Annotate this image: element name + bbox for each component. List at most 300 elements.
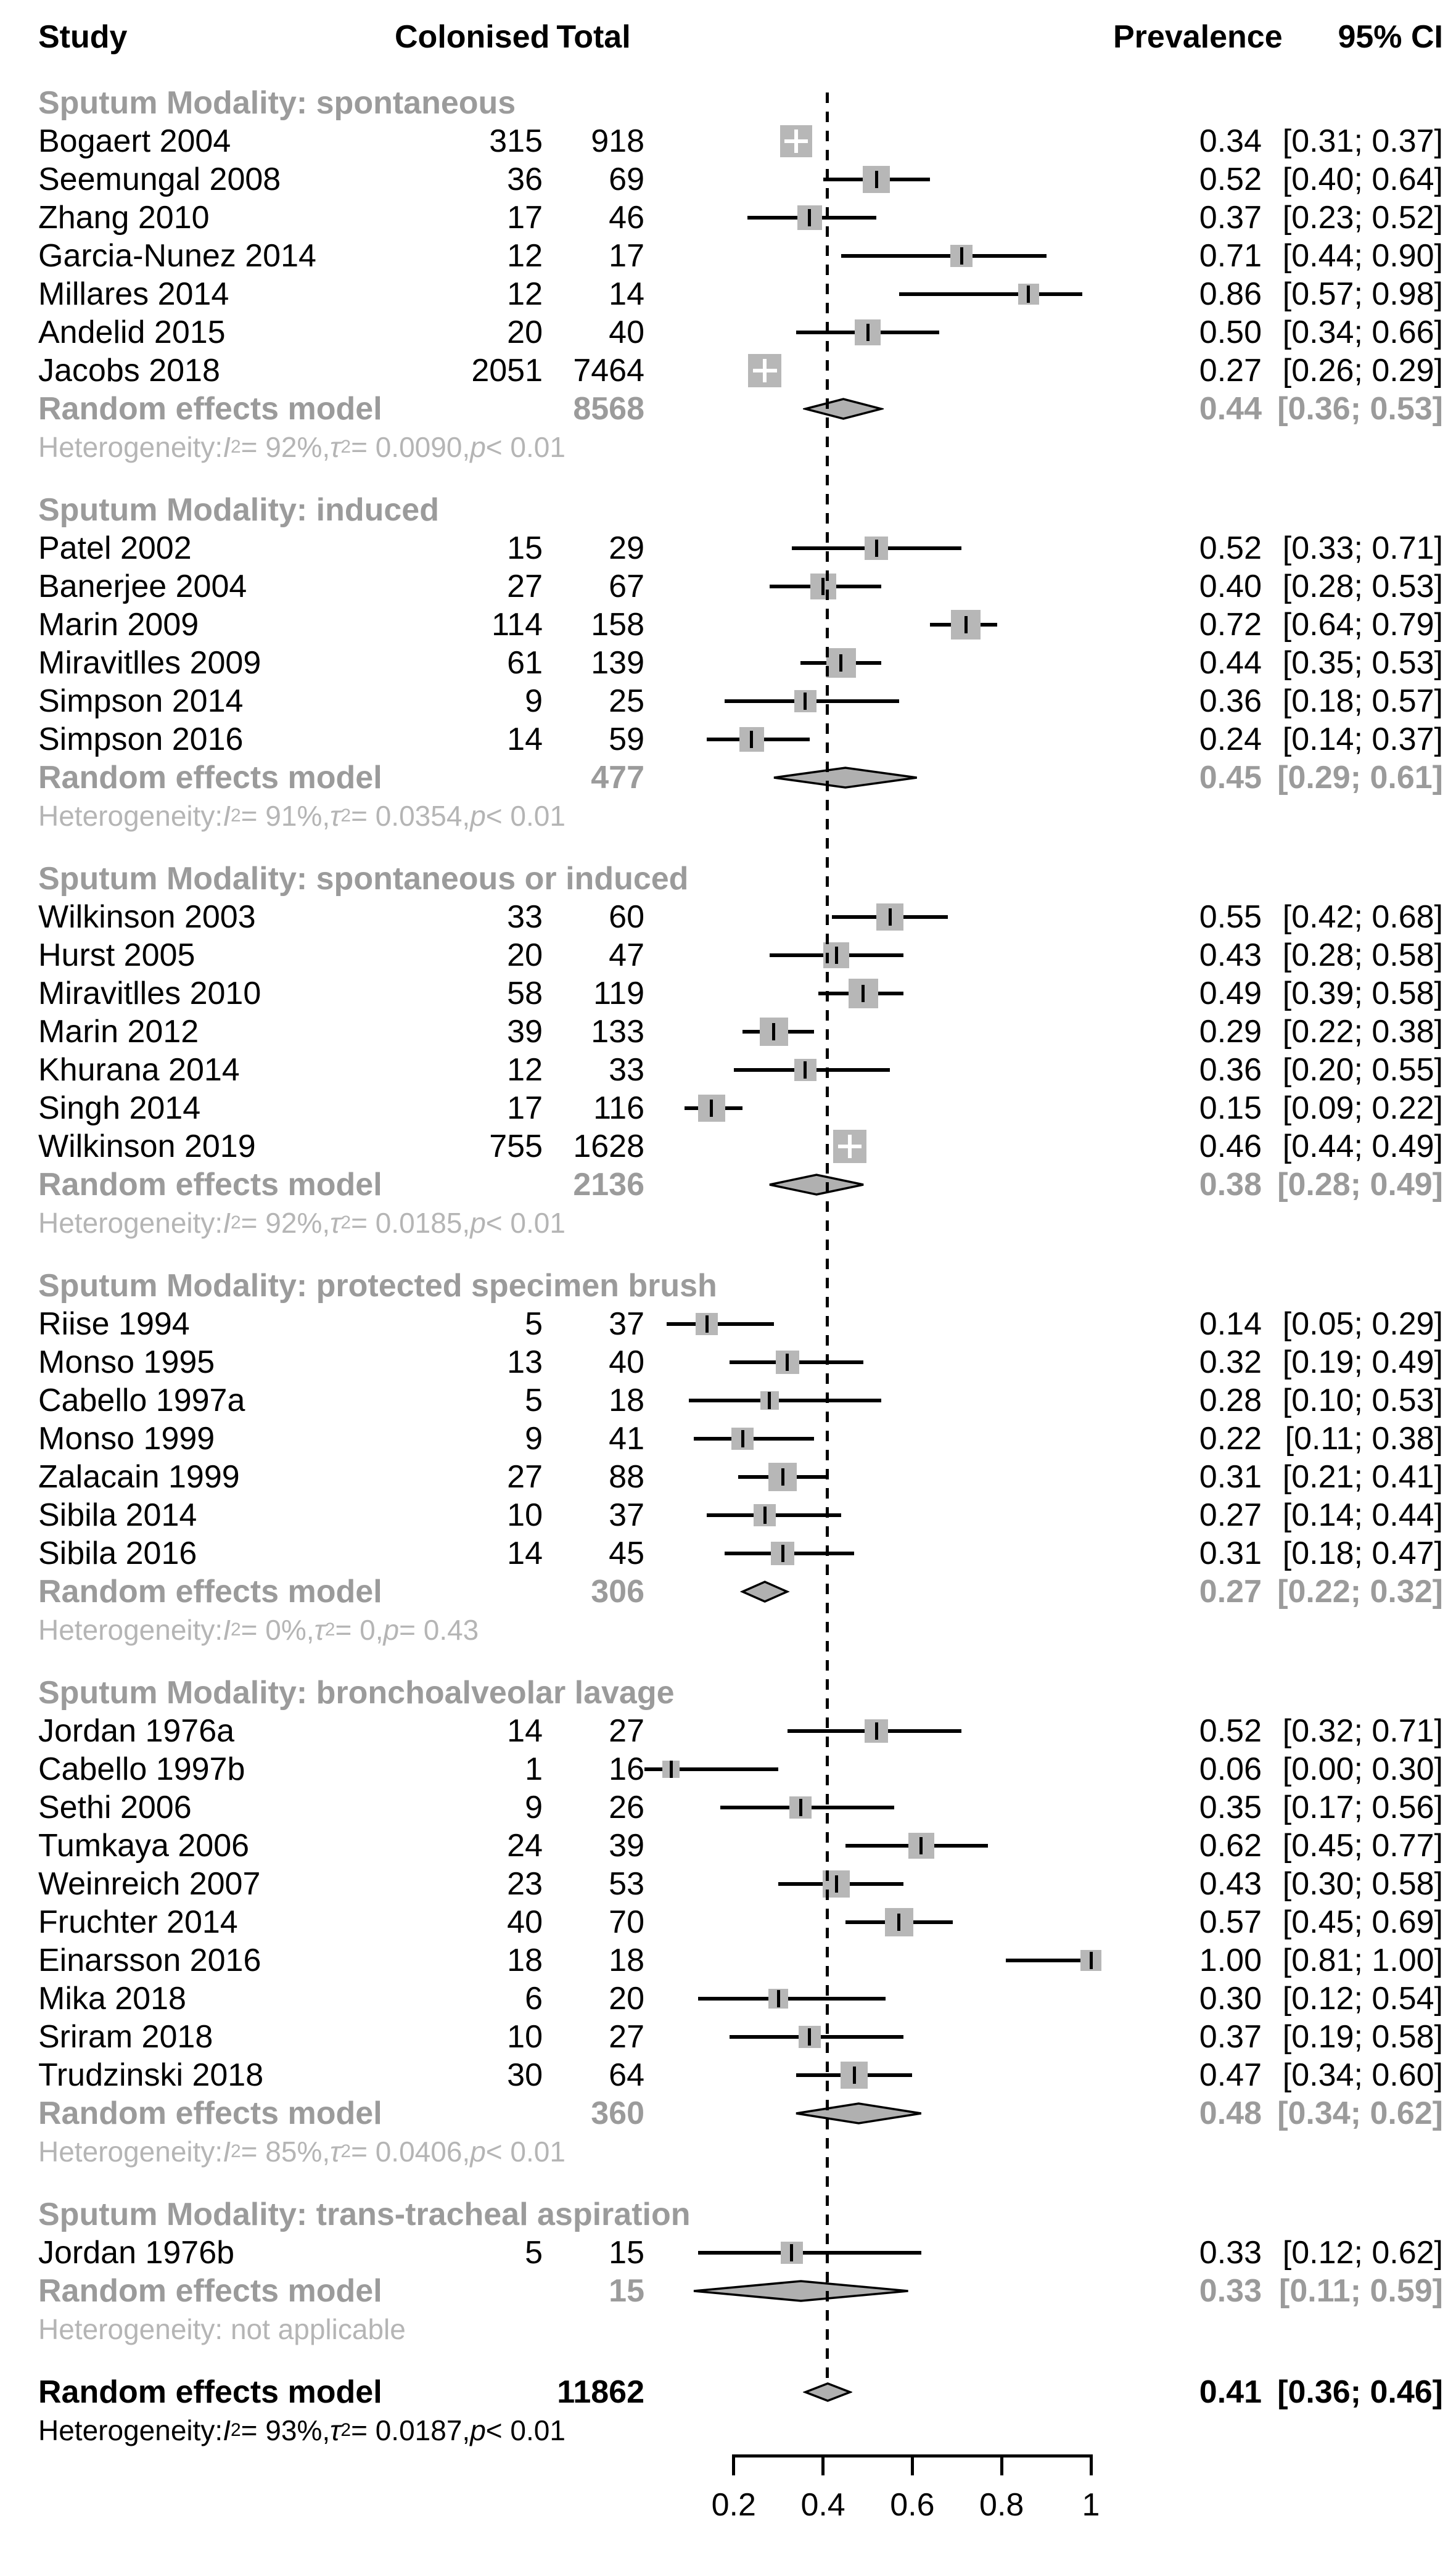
- axis: [0, 2446, 1456, 2550]
- plot-cell: [644, 1674, 1113, 1712]
- random-effects-row: [0, 759, 1456, 797]
- estimate-tick: [919, 1837, 923, 1854]
- study-row: [0, 1865, 1456, 1903]
- total-value: 39: [609, 1828, 644, 1864]
- estimate-tick: [768, 1392, 771, 1409]
- plot-cell: [644, 1827, 1113, 1865]
- colonised-value: 14: [507, 1713, 543, 1749]
- axis-tick-label: 0.6: [890, 2487, 935, 2523]
- ci-value: [0.22; 0.38]: [1282, 1014, 1443, 1050]
- total-value: 29: [609, 530, 644, 566]
- ci-value: [0.12; 0.62]: [1282, 2235, 1443, 2271]
- total-value: 15: [609, 2235, 644, 2271]
- estimate-tick: [790, 2244, 793, 2261]
- ci-value: [0.09; 0.22]: [1282, 1090, 1443, 1126]
- prevalence-value: 0.72: [1199, 607, 1262, 643]
- plot-cell: [644, 759, 1113, 797]
- colonised-value: 36: [507, 162, 543, 197]
- ci-value: [0.17; 0.56]: [1282, 1790, 1443, 1825]
- plot-cell: [644, 84, 1113, 122]
- prevalence-value: 0.36: [1199, 1052, 1262, 1088]
- axis-tick: [821, 2454, 825, 2475]
- plot-cell: [644, 529, 1113, 567]
- random-effects-row: [0, 390, 1456, 428]
- total-value: 70: [609, 1904, 644, 1940]
- estimate-tick: [786, 1354, 789, 1371]
- total-value: 26: [609, 1790, 644, 1825]
- study-label: Khurana 2014: [38, 1052, 240, 1088]
- study-label: Wilkinson 2003: [38, 899, 256, 935]
- plot-cell: [644, 2094, 1113, 2133]
- prevalence-value: 0.27: [1199, 1497, 1262, 1533]
- ci-line: [841, 254, 1047, 258]
- study-row: [0, 2234, 1456, 2272]
- colonised-value: 9: [525, 683, 543, 719]
- colonised-value: 40: [507, 1904, 543, 1940]
- study-label: Cabello 1997b: [38, 1751, 245, 1787]
- random-effects-row: [0, 1573, 1456, 1611]
- prevalence-value: 1.00: [1199, 1943, 1262, 1978]
- ci-value: [0.45; 0.69]: [1282, 1904, 1443, 1940]
- total-value: 27: [609, 1713, 644, 1749]
- colonised-value: 23: [507, 1866, 543, 1902]
- ci-line: [899, 292, 1082, 296]
- study-row: [0, 606, 1456, 644]
- estimate-tick: [781, 1545, 784, 1562]
- study-label: Random effects model: [38, 760, 382, 796]
- study-row: [0, 1381, 1456, 1420]
- total-value: 64: [609, 2057, 644, 2093]
- estimate-tick: [821, 578, 825, 595]
- colonised-value: 5: [525, 1383, 543, 1418]
- total-value: 37: [609, 1497, 644, 1533]
- colonised-value: 755: [489, 1129, 543, 1164]
- study-label: Random effects model: [38, 1167, 382, 1203]
- plot-cell: [644, 898, 1113, 936]
- plot-cell: [644, 1903, 1113, 1941]
- colonised-value: 12: [507, 238, 543, 274]
- ci-value: [0.36; 0.53]: [1277, 391, 1443, 427]
- estimate-tick: [853, 2067, 856, 2084]
- group-header-row: [0, 860, 1456, 898]
- study-label: Patel 2002: [38, 530, 192, 566]
- prevalence-value: 0.06: [1199, 1751, 1262, 1787]
- summary-diamond: [767, 1172, 866, 1197]
- ci-value: [0.45; 0.77]: [1282, 1828, 1443, 1864]
- summary-diamond: [803, 397, 884, 421]
- study-row: [0, 1534, 1456, 1573]
- estimate-cross: [794, 130, 798, 152]
- ci-value: [0.14; 0.37]: [1282, 722, 1443, 757]
- study-label: Simpson 2016: [38, 722, 244, 757]
- ci-value: [0.19; 0.49]: [1282, 1344, 1443, 1380]
- estimate-tick: [804, 693, 807, 710]
- heterogeneity-row: Heterogeneity: I 2 = 85%, τ 2 = 0.0406, p < 0.01: [38, 2136, 566, 2168]
- prevalence-value: 0.33: [1199, 2273, 1262, 2309]
- plot-cell: [644, 1127, 1113, 1166]
- estimate-tick: [875, 1722, 878, 1740]
- study-row: [0, 1013, 1456, 1051]
- colonised-value: 27: [507, 1459, 543, 1495]
- plot-cell: [644, 275, 1113, 313]
- heterogeneity-row: Heterogeneity: I 2 = 91%, τ 2 = 0.0354, p < 0.01: [38, 800, 566, 832]
- prevalence-value: 0.30: [1199, 1981, 1262, 2017]
- estimate-tick: [781, 1468, 784, 1486]
- study-label: Sputum Modality: spontaneous: [38, 85, 516, 121]
- study-row: [0, 936, 1456, 974]
- study-label: Jacobs 2018: [38, 353, 220, 389]
- prevalence-value: 0.32: [1199, 1344, 1262, 1380]
- ci-line: [689, 1399, 881, 1402]
- ci-value: [0.28; 0.58]: [1282, 937, 1443, 973]
- plot-cell: [644, 1343, 1113, 1381]
- study-label: Wilkinson 2019: [38, 1129, 256, 1164]
- plot-cell: [644, 974, 1113, 1013]
- ci-value: [0.44; 0.90]: [1282, 238, 1443, 274]
- estimate-tick: [799, 1799, 802, 1816]
- colonised-value: 17: [507, 1090, 543, 1126]
- plot-cell: [644, 567, 1113, 606]
- ci-value: [0.12; 0.54]: [1282, 1981, 1443, 2017]
- spacer: [0, 1649, 1456, 1674]
- total-value: 918: [591, 123, 644, 159]
- prevalence-value: 0.55: [1199, 899, 1262, 935]
- colonised-value: 1: [525, 1751, 543, 1787]
- total-value: 11862: [557, 2374, 644, 2410]
- ci-value: [0.10; 0.53]: [1282, 1383, 1443, 1418]
- estimate-tick: [862, 985, 865, 1002]
- study-label: Sputum Modality: trans-tracheal aspiration: [38, 2197, 691, 2232]
- prevalence-value: 0.27: [1199, 353, 1262, 389]
- study-label: Marin 2012: [38, 1014, 199, 1050]
- study-label: Mika 2018: [38, 1981, 186, 2017]
- total-value: 133: [591, 1014, 644, 1050]
- colonised-value: 12: [507, 1052, 543, 1088]
- plot-cell: [644, 1051, 1113, 1089]
- study-row: [0, 2018, 1456, 2056]
- total-value: 7464: [573, 353, 644, 389]
- study-label: Jordan 1976b: [38, 2235, 235, 2271]
- colonised-value: 30: [507, 2057, 543, 2093]
- study-row: [0, 1980, 1456, 2018]
- ci-value: [0.34; 0.62]: [1277, 2096, 1443, 2131]
- colonised-value: 27: [507, 569, 543, 604]
- ci-value: [0.35; 0.53]: [1282, 645, 1443, 681]
- study-row: [0, 1343, 1456, 1381]
- ci-line: [698, 1997, 886, 2001]
- colonised-value: 2051: [471, 353, 543, 389]
- summary-diamond: [740, 1579, 789, 1604]
- summary-diamond: [803, 2381, 852, 2403]
- colonised-value: 9: [525, 1790, 543, 1825]
- prevalence-value: 0.33: [1199, 2235, 1262, 2271]
- prevalence-value: 0.44: [1199, 391, 1262, 427]
- axis-tick-label: 0.4: [800, 2487, 845, 2523]
- ci-value: [0.18; 0.47]: [1282, 1536, 1443, 1571]
- ci-value: [0.44; 0.49]: [1282, 1129, 1443, 1164]
- study-label: Jordan 1976a: [38, 1713, 235, 1749]
- plot-cell: [644, 122, 1113, 160]
- colonised-value: 15: [507, 530, 543, 566]
- prevalence-value: 0.48: [1199, 2096, 1262, 2131]
- estimate-tick: [835, 947, 838, 964]
- total-value: 14: [609, 276, 644, 312]
- study-row: [0, 1788, 1456, 1827]
- study-row: [0, 1127, 1456, 1166]
- study-label: Cabello 1997a: [38, 1383, 245, 1418]
- estimate-tick: [808, 2028, 811, 2046]
- study-row: [0, 1827, 1456, 1865]
- plot-cell: [644, 682, 1113, 720]
- plot-cell: [644, 2018, 1113, 2056]
- ci-value: [0.23; 0.52]: [1282, 200, 1443, 236]
- study-row: [0, 644, 1456, 682]
- plot-cell: [644, 1458, 1113, 1496]
- study-label: Random effects model: [38, 391, 382, 427]
- total-value: 25: [609, 683, 644, 719]
- plot-cell: [644, 2373, 1113, 2411]
- estimate-tick: [960, 247, 963, 265]
- estimate-tick: [741, 1430, 744, 1447]
- colonised-value: 33: [507, 899, 543, 935]
- prevalence-value: 0.35: [1199, 1790, 1262, 1825]
- colonised-value: 14: [507, 1536, 543, 1571]
- total-value: 60: [609, 899, 644, 935]
- colonised-value: 5: [525, 2235, 543, 2271]
- colonised-value: 114: [492, 607, 543, 643]
- ci-value: [0.29; 0.61]: [1277, 760, 1443, 796]
- plot-cell: [644, 1267, 1113, 1305]
- study-label: Weinreich 2007: [38, 1866, 261, 1902]
- ci-value: [0.18; 0.57]: [1282, 683, 1443, 719]
- plot-cell: [644, 606, 1113, 644]
- plot-cell: [644, 237, 1113, 275]
- estimate-tick: [1027, 286, 1030, 303]
- plot-cell: [644, 1573, 1113, 1611]
- random-effects-row: [0, 2094, 1456, 2133]
- prevalence-value: 0.31: [1199, 1459, 1262, 1495]
- estimate-tick: [839, 654, 842, 672]
- study-label: Singh 2014: [38, 1090, 201, 1126]
- prevalence-value: 0.24: [1199, 722, 1262, 757]
- ci-line: [667, 1322, 774, 1326]
- study-row: [0, 1305, 1456, 1343]
- plot-cell: [644, 1013, 1113, 1051]
- plot-cell: [644, 1166, 1113, 1204]
- study-label: Sputum Modality: protected specimen brush: [38, 1268, 717, 1304]
- colonised-value: 24: [507, 1828, 543, 1864]
- ci-value: [0.22; 0.32]: [1277, 1574, 1443, 1610]
- colonised-value: 17: [507, 200, 543, 236]
- ci-value: [0.14; 0.44]: [1282, 1497, 1443, 1533]
- total-value: 2136: [573, 1167, 644, 1203]
- study-label: Zhang 2010: [38, 200, 210, 236]
- prevalence-value: 0.62: [1199, 1828, 1262, 1864]
- ci-value: [0.28; 0.53]: [1282, 569, 1443, 604]
- plot-cell: [644, 644, 1113, 682]
- study-label: Miravitlles 2010: [38, 976, 261, 1011]
- group-header-row: [0, 491, 1456, 529]
- plot-cell: [644, 199, 1113, 237]
- study-label: Miravitlles 2009: [38, 645, 261, 681]
- prevalence-value: 0.43: [1199, 1866, 1262, 1902]
- column-header-row: [0, 0, 1456, 59]
- prevalence-value: 0.47: [1199, 2057, 1262, 2093]
- total-value: 40: [609, 1344, 644, 1380]
- total-value: 17: [609, 238, 644, 274]
- total-value: 53: [609, 1866, 644, 1902]
- ci-value: [0.34; 0.60]: [1282, 2057, 1443, 2093]
- estimate-tick: [875, 540, 878, 557]
- plot-cell: [644, 936, 1113, 974]
- heterogeneity-row: Heterogeneity: I 2 = 0%, τ 2 = 0, p = 0.43: [38, 1614, 479, 1646]
- estimate-tick: [889, 908, 892, 926]
- ci-value: [0.36; 0.46]: [1277, 2374, 1443, 2410]
- estimate-tick: [875, 171, 878, 188]
- plot-cell: [644, 1305, 1113, 1343]
- study-row: [0, 1941, 1456, 1980]
- colonised-value: 12: [507, 276, 543, 312]
- random-effects-row: [0, 2272, 1456, 2310]
- colonised-value: 6: [525, 1981, 543, 2017]
- spacer: [0, 2348, 1456, 2373]
- study-label: Simpson 2014: [38, 683, 244, 719]
- spacer: [0, 2171, 1456, 2195]
- ci-value: [0.39; 0.58]: [1282, 976, 1443, 1011]
- estimate-cross: [763, 359, 767, 383]
- study-label: Andelid 2015: [38, 315, 226, 350]
- study-row: [0, 352, 1456, 390]
- spacer: [0, 466, 1456, 491]
- plot-cell: [644, 2195, 1113, 2234]
- prevalence-value: 0.14: [1199, 1306, 1262, 1342]
- colonised-value: 61: [507, 645, 543, 681]
- plot-cell: [644, 313, 1113, 352]
- plot-cell: [644, 720, 1113, 759]
- total-value: 40: [609, 315, 644, 350]
- study-label: Sputum Modality: spontaneous or induced: [38, 861, 689, 897]
- colonised-value: 39: [507, 1014, 543, 1050]
- study-label: Sethi 2006: [38, 1790, 192, 1825]
- total-value: 41: [609, 1421, 644, 1457]
- total-value: 139: [591, 645, 644, 681]
- plot-cell: [644, 1534, 1113, 1573]
- axis-tick-label: 1: [1082, 2487, 1100, 2523]
- prevalence-value: 0.31: [1199, 1536, 1262, 1571]
- study-label: Riise 1994: [38, 1306, 190, 1342]
- prevalence-value: 0.43: [1199, 937, 1262, 973]
- spacer: [0, 835, 1456, 860]
- plot-cell: [644, 390, 1113, 428]
- heterogeneity-row: Heterogeneity: I 2 = 92%, τ 2 = 0.0185, p < 0.01: [38, 1207, 566, 1239]
- study-label: Sriram 2018: [38, 2019, 213, 2055]
- colonised-value: 13: [507, 1344, 543, 1380]
- study-row: [0, 237, 1456, 275]
- plot-cell: [644, 1381, 1113, 1420]
- col-header-colonised: Colonised: [395, 19, 550, 55]
- study-row: [0, 1712, 1456, 1750]
- plot-cell: [644, 1865, 1113, 1903]
- ci-value: [0.21; 0.41]: [1282, 1459, 1443, 1495]
- estimate-tick: [808, 209, 811, 226]
- colonised-value: 5: [525, 1306, 543, 1342]
- ci-value: [0.64; 0.79]: [1282, 607, 1443, 643]
- plot-cell: [644, 352, 1113, 390]
- group-header-row: [0, 2195, 1456, 2234]
- estimate-tick: [777, 1990, 780, 2007]
- ci-value: [0.05; 0.29]: [1282, 1306, 1443, 1342]
- ci-value: [0.42; 0.68]: [1282, 899, 1443, 935]
- estimate-tick: [763, 1507, 767, 1524]
- plot-cell: [644, 2272, 1113, 2310]
- plot-cell: [644, 2234, 1113, 2272]
- prevalence-value: 0.22: [1199, 1421, 1262, 1457]
- total-value: 46: [609, 200, 644, 236]
- ci-value: [0.19; 0.58]: [1282, 2019, 1443, 2055]
- ci-value: [0.00; 0.30]: [1282, 1751, 1443, 1787]
- total-value: 8568: [573, 391, 644, 427]
- estimate-tick: [964, 616, 968, 633]
- study-row: [0, 1089, 1456, 1127]
- prevalence-value: 0.52: [1199, 530, 1262, 566]
- colonised-value: 14: [507, 722, 543, 757]
- study-label: Seemungal 2008: [38, 162, 281, 197]
- study-label: Millares 2014: [38, 276, 229, 312]
- estimate-tick: [750, 731, 753, 748]
- total-value: 45: [609, 1536, 644, 1571]
- total-value: 116: [593, 1090, 644, 1126]
- ci-value: [0.32; 0.71]: [1282, 1713, 1443, 1749]
- study-label: Banerjee 2004: [38, 569, 247, 604]
- prevalence-value: 0.44: [1199, 645, 1262, 681]
- prevalence-value: 0.49: [1199, 976, 1262, 1011]
- prevalence-value: 0.37: [1199, 2019, 1262, 2055]
- prevalence-value: 0.45: [1199, 760, 1262, 796]
- random-effects-row: [0, 1166, 1456, 1204]
- col-header-study: Study: [38, 19, 128, 55]
- study-label: Random effects model: [38, 2096, 382, 2131]
- study-label: Trudzinski 2018: [38, 2057, 264, 2093]
- total-value: 27: [609, 2019, 644, 2055]
- estimate-tick: [835, 1875, 838, 1893]
- overall-heterogeneity-row: Heterogeneity: I 2 = 93%, τ 2 = 0.0187, p < 0.01: [38, 2414, 566, 2446]
- plot-column-header-spacer: [644, 17, 1113, 56]
- colonised-value: 18: [507, 1943, 543, 1978]
- study-row: [0, 2056, 1456, 2094]
- group-header-row: [0, 84, 1456, 122]
- total-value: 88: [609, 1459, 644, 1495]
- prevalence-value: 0.86: [1199, 276, 1262, 312]
- study-row: [0, 1051, 1456, 1089]
- ci-value: [0.57; 0.98]: [1282, 276, 1443, 312]
- study-row: [0, 1903, 1456, 1941]
- prevalence-value: 0.41: [1199, 2374, 1262, 2410]
- ci-value: [0.33; 0.71]: [1282, 530, 1443, 566]
- prevalence-value: 0.71: [1199, 238, 1262, 274]
- total-value: 15: [609, 2273, 644, 2309]
- plot-cell: [644, 1941, 1113, 1980]
- total-value: 69: [609, 162, 644, 197]
- spacer: [0, 1242, 1456, 1267]
- plot-cell: [644, 1089, 1113, 1127]
- study-row: [0, 122, 1456, 160]
- study-label: Sibila 2014: [38, 1497, 197, 1533]
- study-label: Fruchter 2014: [38, 1904, 238, 1940]
- study-label: Sibila 2016: [38, 1536, 197, 1571]
- summary-diamond: [794, 2101, 924, 2126]
- summary-diamond: [771, 765, 919, 790]
- study-row: [0, 682, 1456, 720]
